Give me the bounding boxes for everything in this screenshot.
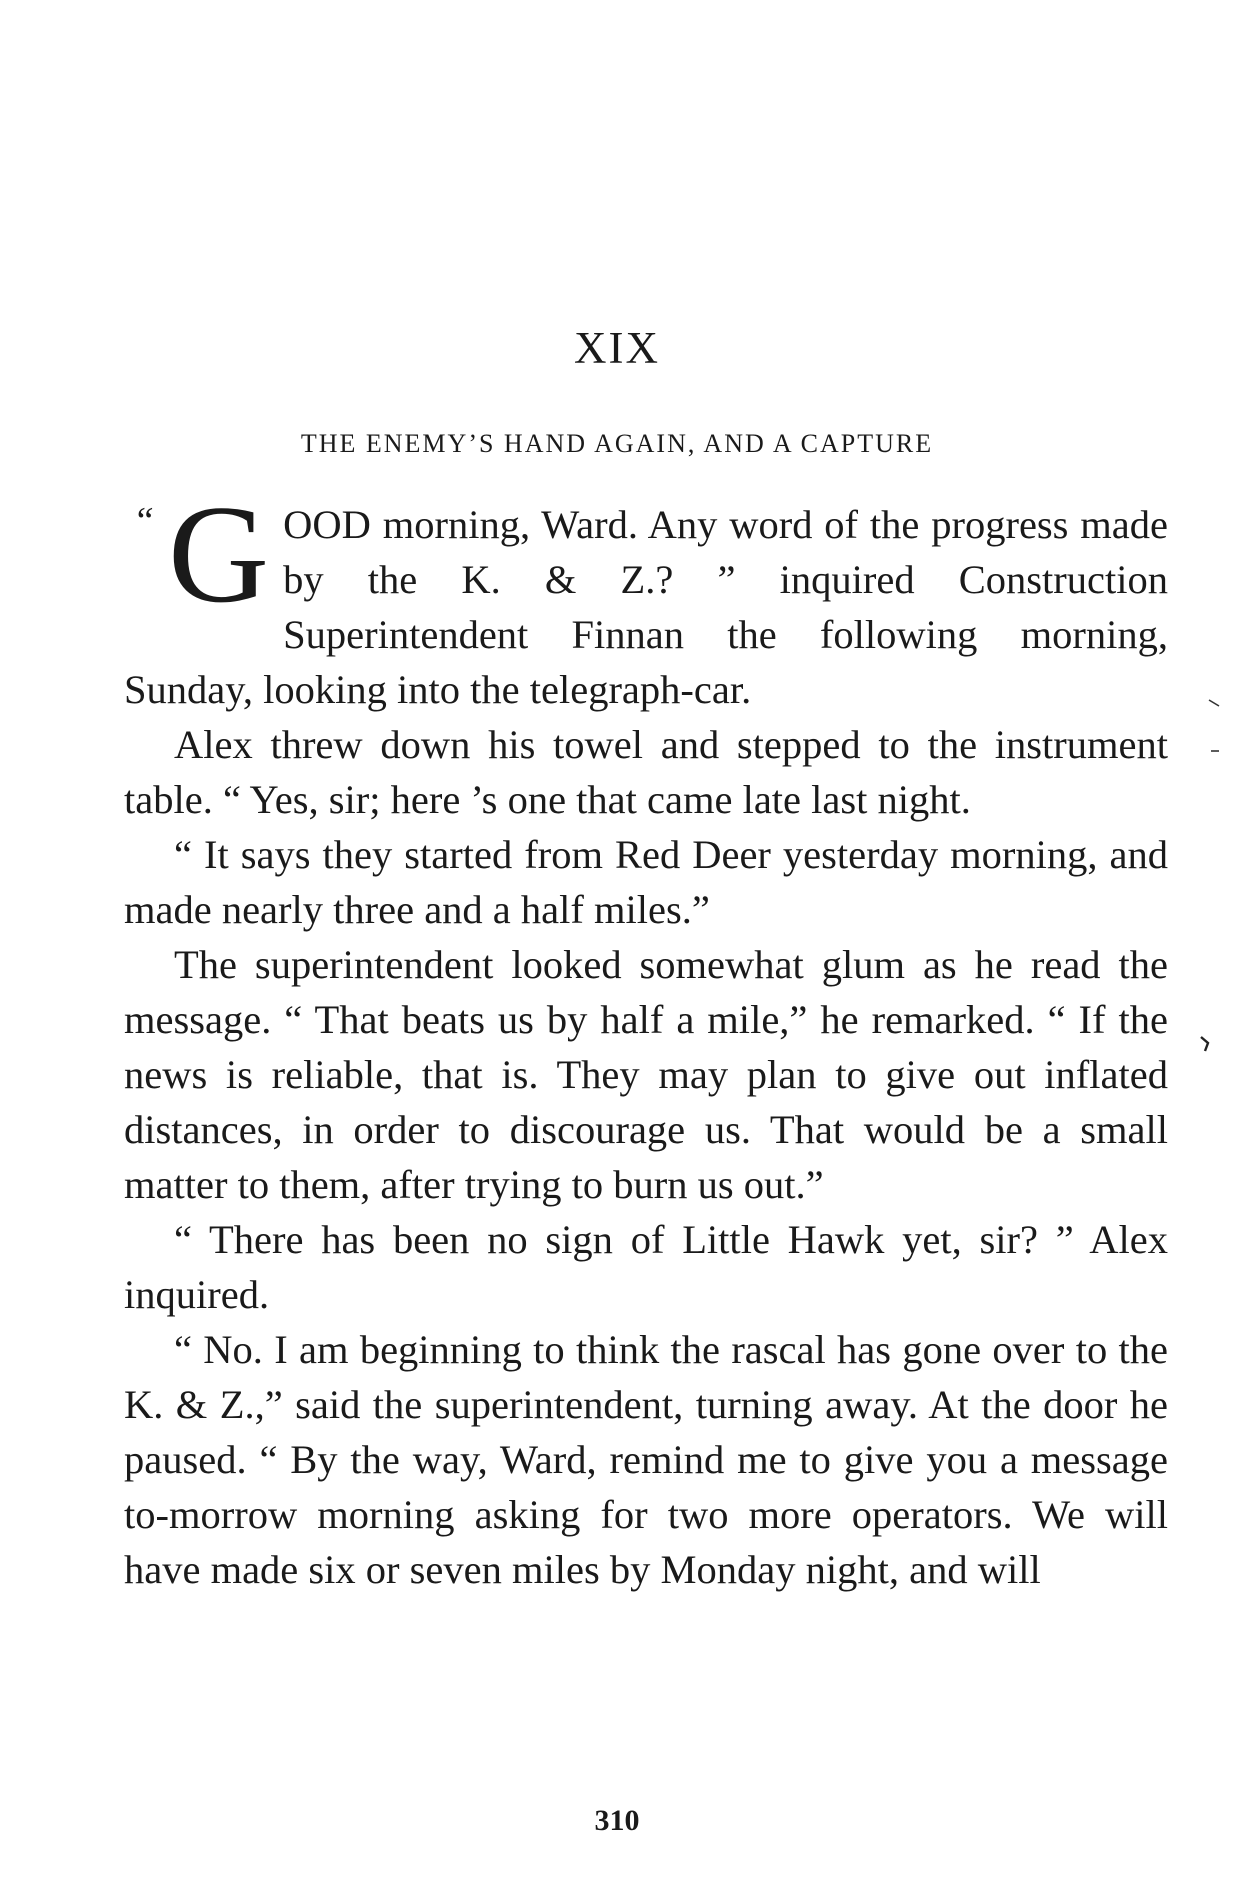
paragraph: “ There has been no sign of Little Hawk yet, sir? ” Alex inquired. bbox=[124, 1217, 1168, 1317]
paragraph: The superintendent looked somewhat glum as he read the message. “ That beats us by half a mile,” he remarked. “ If the news is reliable, that is. They may plan to give out inflated distances, in order to discourage us. That would be a small matter to them, after trying to burn us out.” bbox=[124, 942, 1168, 1207]
paragraph bbox=[124, 477, 1168, 717]
opening-quote-mark: “ bbox=[133, 500, 155, 542]
drop-cap: G bbox=[168, 477, 270, 632]
chapter-title: THE ENEMY’S HAND AGAIN, AND A CAPTURE bbox=[300, 429, 934, 458]
paragraph: Alex threw down his towel and stepped to the instrument table. “ Yes, sir; here ’s one that came late last night. bbox=[124, 722, 1168, 822]
paragraph: “ It says they started from Red Deer yesterday morning, and made nearly three and a half miles.” bbox=[124, 832, 1168, 932]
page-number: 310 bbox=[594, 1804, 640, 1837]
body-text bbox=[124, 477, 1168, 1597]
margin-mark bbox=[1210, 748, 1220, 754]
chapter-number: XIX bbox=[574, 323, 660, 373]
margin-mark bbox=[1208, 698, 1220, 708]
paragraph-text: OOD morning, Ward. Any word of the progress made by the K. & Z.? ” inquired Construction Superintendent Finnan the following morning, Sunday, looking into the telegraph-car. bbox=[124, 502, 1168, 712]
paragraph: “ No. I am beginning to think the rascal has gone over to the K. & Z.,” said the superintendent, turning away. At the door he paused. “ By the way, Ward, remind me to give you a message to-morrow morning asking for two more operators. We will have made six or seven miles by Monday night, and will bbox=[124, 1327, 1168, 1592]
margin-mark bbox=[1199, 1035, 1211, 1053]
